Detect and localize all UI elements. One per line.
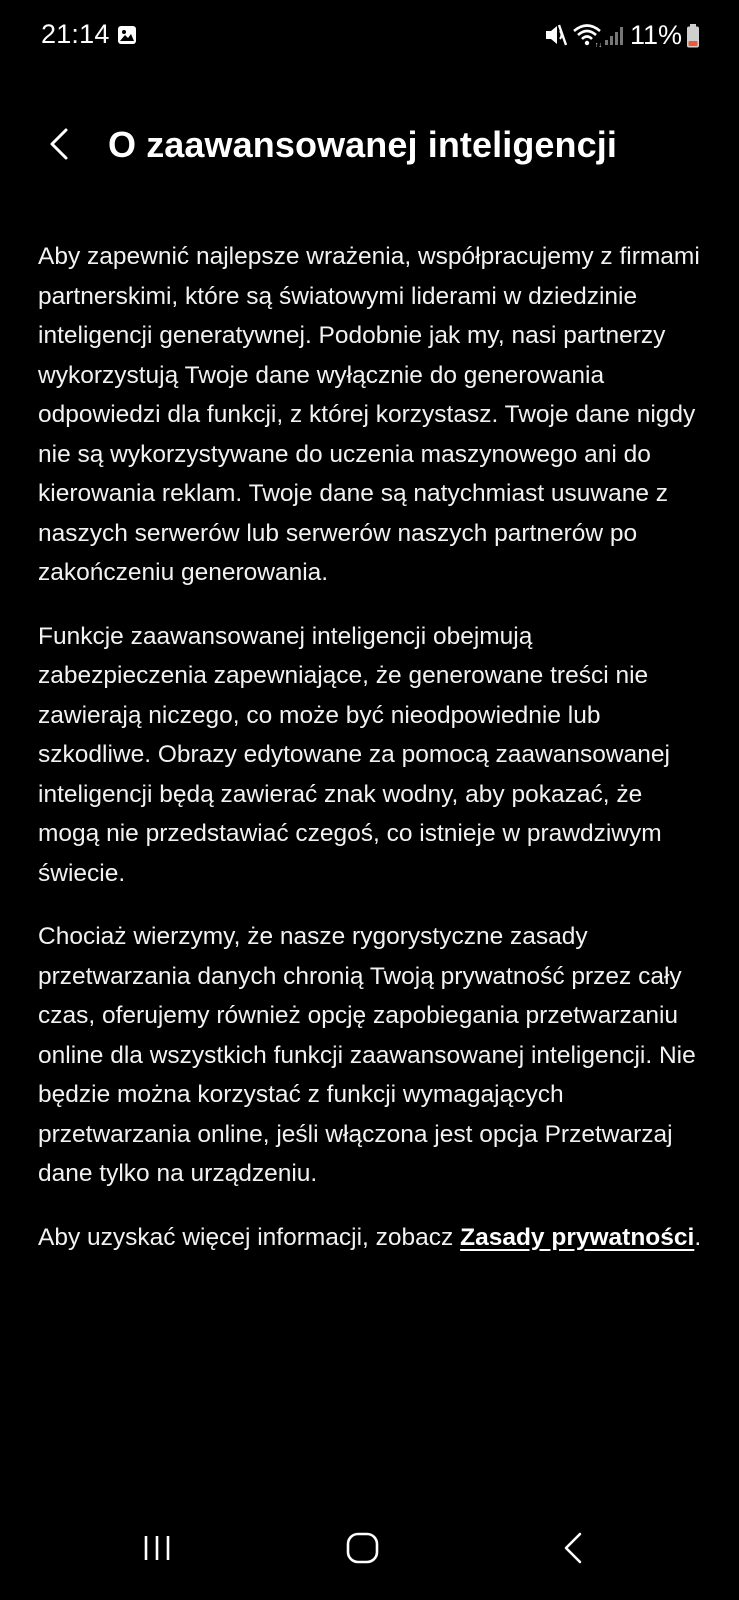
- wifi-icon: [572, 22, 606, 48]
- nav-back-button[interactable]: [552, 1526, 596, 1570]
- content: [38, 237, 704, 1281]
- battery-percent: 11%: [630, 20, 683, 50]
- status-time: 21:14: [41, 19, 110, 49]
- recents-icon: [137, 1526, 181, 1570]
- header: [0, 112, 739, 182]
- privacy-policy-link[interactable]: Zasady prywatności: [460, 1223, 695, 1251]
- paragraph-more-info: [38, 1218, 704, 1258]
- mute-icon: [542, 22, 568, 48]
- home-button[interactable]: [341, 1526, 385, 1570]
- battery-icon: [686, 24, 700, 48]
- recents-button[interactable]: [137, 1526, 181, 1570]
- status-bar: [0, 0, 739, 70]
- more-info-suffix: .: [694, 1223, 702, 1251]
- signal-icon: [604, 24, 626, 46]
- paragraph-partners: Aby zapewnić najlepsze wrażenia, współpracujemy z firmami partnerskimi, które są światowymi liderami w dziedzinie inteligencji generatywnej. Podobnie jak my, nasi partnerzy wykorzystują Twoje dane wyłącznie do generowania odpowiedzi dla funkcji, z której korzystasz. Twoje dane nigdy nie są wykorzystywane do uczenia maszynowego ani do kierowania reklam. Twoje dane są natychmiast usuwane z naszych serwerów lub serwerów naszych partnerów po zakończeniu generowania.: [38, 243, 700, 586]
- back-icon: [552, 1526, 596, 1570]
- home-icon: [341, 1526, 385, 1570]
- back-button[interactable]: [34, 118, 86, 170]
- navigation-bar: [0, 1490, 739, 1600]
- more-info-text: Aby uzyskać więcej informacji, zobacz: [38, 1223, 461, 1251]
- gallery-icon: [117, 25, 137, 45]
- chevron-left-icon: [34, 118, 86, 170]
- page-title: O zaawansowanej inteligencji: [108, 124, 617, 165]
- paragraph-processing: Chociaż wierzymy, że nasze rygorystyczne zasady przetwarzania danych chronią Twoją prywatność przez cały czas, oferujemy również opcję zapobiegania przetwarzaniu online dla wszystkich funkcji zaawansowanej inteligencji. Nie będzie można korzystać z funkcji wymagających przetwarzania online, jeśli włączona jest opcja Przetwarzaj dane tylko na urządzeniu.: [38, 923, 696, 1187]
- paragraph-safeguards: Funkcje zaawansowanej inteligencji obejmują zabezpieczenia zapewniające, że generowane treści nie zawierają niczego, co może być nieodpowiednie lub szkodliwe. Obrazy edytowane za pomocą zaawansowanej inteligencji będą zawierać znak wodny, aby pokazać, że mogą nie przedstawiać czegoś, co istnieje w prawdziwym świecie.: [38, 622, 670, 887]
- svg-text:↑↓: ↑↓: [595, 42, 602, 48]
